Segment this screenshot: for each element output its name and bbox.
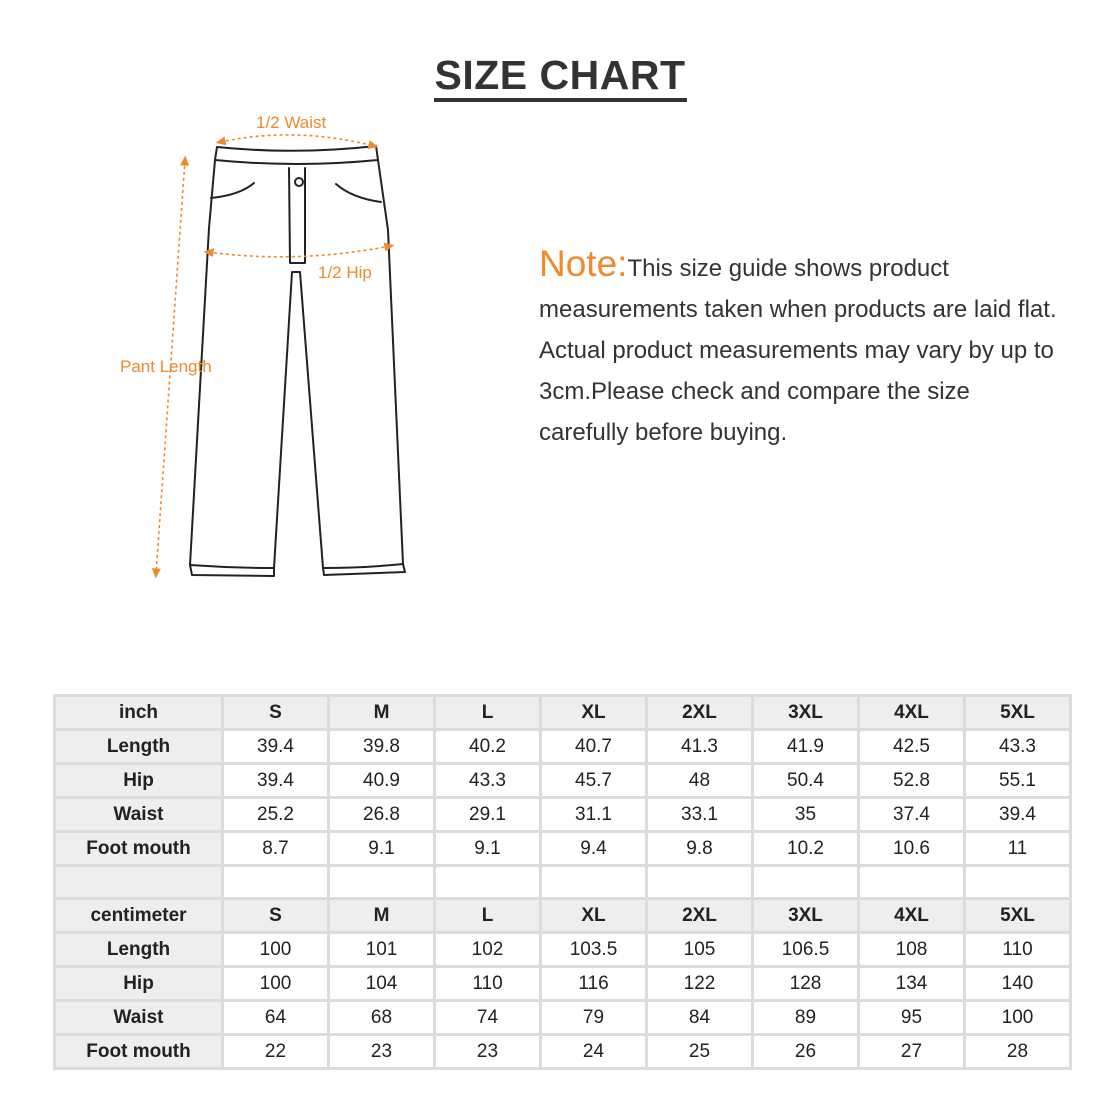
table-cell: 110 [966,934,1069,965]
table-cell: 39.4 [966,799,1069,830]
table-spacer-row [56,867,1069,897]
table-cell: 26.8 [330,799,433,830]
table-cell: 52.8 [860,765,963,796]
row-label: Waist [56,1002,221,1033]
inch-header-row [56,697,1069,728]
table-row [56,833,1069,864]
table-cell: 39.4 [224,731,327,762]
table-cell: 28 [966,1036,1069,1067]
table-cell: 55.1 [966,765,1069,796]
size-header: S [224,697,327,728]
row-label: Hip [56,765,221,796]
size-header: L [436,900,539,931]
row-label: Foot mouth [56,1036,221,1067]
table-row [56,731,1069,762]
table-cell: 100 [966,1002,1069,1033]
table-cell: 25.2 [224,799,327,830]
hip-arrow [208,246,390,257]
table-row [56,765,1069,796]
table-cell: 42.5 [860,731,963,762]
size-header: 5XL [966,900,1069,931]
size-header: 3XL [754,900,857,931]
empty-cell [648,867,751,897]
empty-cell [542,867,645,897]
table-cell: 43.3 [436,765,539,796]
table-cell: 9.1 [436,833,539,864]
table-row [56,934,1069,965]
size-header: S [224,900,327,931]
size-header: 4XL [860,697,963,728]
table-cell: 110 [436,968,539,999]
size-header: 2XL [648,900,751,931]
table-cell: 89 [754,1002,857,1033]
table-cell: 26 [754,1036,857,1067]
table-cell: 68 [330,1002,433,1033]
table-cell: 48 [648,765,751,796]
row-label: Length [56,934,221,965]
unit-cell: centimeter [56,900,221,931]
table-cell: 74 [436,1002,539,1033]
table-cell: 8.7 [224,833,327,864]
table-row [56,1036,1069,1067]
unit-cell: inch [56,697,221,728]
table-cell: 84 [648,1002,751,1033]
table-cell: 22 [224,1036,327,1067]
table-cell: 100 [224,934,327,965]
note-heading: Note: [539,243,628,284]
table-cell: 50.4 [754,765,857,796]
size-header: 5XL [966,697,1069,728]
table-cell: 33.1 [648,799,751,830]
note-block [539,243,1059,453]
empty-cell [754,867,857,897]
row-label: Hip [56,968,221,999]
empty-cell [330,867,433,897]
table-cell: 40.2 [436,731,539,762]
empty-cell [966,867,1069,897]
table-cell: 39.4 [224,765,327,796]
size-header: M [330,697,433,728]
table-cell: 95 [860,1002,963,1033]
table-cell: 23 [436,1036,539,1067]
table-cell: 101 [330,934,433,965]
table-cell: 140 [966,968,1069,999]
pant-length-label: Pant Length [120,357,212,376]
table-cell: 134 [860,968,963,999]
table-cell: 10.6 [860,833,963,864]
button-icon [295,178,303,186]
size-table-wrap [53,694,1072,1070]
table-cell: 102 [436,934,539,965]
dimension-lines [156,135,390,574]
table-cell: 39.8 [330,731,433,762]
table-cell: 45.7 [542,765,645,796]
table-cell: 40.7 [542,731,645,762]
table-cell: 104 [330,968,433,999]
table-cell: 9.8 [648,833,751,864]
table-cell: 9.4 [542,833,645,864]
table-cell: 10.2 [754,833,857,864]
waist-label: 1/2 Waist [256,113,327,132]
table-cell: 9.1 [330,833,433,864]
table-cell: 23 [330,1036,433,1067]
size-header: 3XL [754,697,857,728]
cm-header-row [56,900,1069,931]
table-cell: 128 [754,968,857,999]
table-cell: 122 [648,968,751,999]
empty-cell [860,867,963,897]
size-header: L [436,697,539,728]
table-cell: 25 [648,1036,751,1067]
table-cell: 116 [542,968,645,999]
table-row [56,968,1069,999]
empty-cell [56,867,221,897]
table-row [56,1002,1069,1033]
size-header: XL [542,697,645,728]
pants-outline [190,146,405,576]
waist-arrow [220,135,374,146]
table-cell: 40.9 [330,765,433,796]
size-header: 4XL [860,900,963,931]
table-cell: 103.5 [542,934,645,965]
size-table [53,694,1072,1070]
table-cell: 79 [542,1002,645,1033]
table-cell: 31.1 [542,799,645,830]
page-title: SIZE CHART [434,52,687,102]
table-cell: 106.5 [754,934,857,965]
hip-label: 1/2 Hip [318,263,372,282]
table-cell: 11 [966,833,1069,864]
table-cell: 105 [648,934,751,965]
table-cell: 100 [224,968,327,999]
row-label: Waist [56,799,221,830]
empty-cell [224,867,327,897]
table-cell: 29.1 [436,799,539,830]
size-header: 2XL [648,697,751,728]
size-header: M [330,900,433,931]
table-cell: 41.9 [754,731,857,762]
table-cell: 24 [542,1036,645,1067]
empty-cell [436,867,539,897]
size-header: XL [542,900,645,931]
table-row [56,799,1069,830]
table-cell: 43.3 [966,731,1069,762]
table-cell: 35 [754,799,857,830]
table-cell: 41.3 [648,731,751,762]
table-cell: 108 [860,934,963,965]
row-label: Foot mouth [56,833,221,864]
table-cell: 37.4 [860,799,963,830]
table-cell: 27 [860,1036,963,1067]
table-cell: 64 [224,1002,327,1033]
row-label: Length [56,731,221,762]
note-text: This size guide shows product measurements taken when products are laid flat. Actual product measurements may vary by up to 3cm.Please check and compare the size carefully before buying. [539,255,1057,446]
